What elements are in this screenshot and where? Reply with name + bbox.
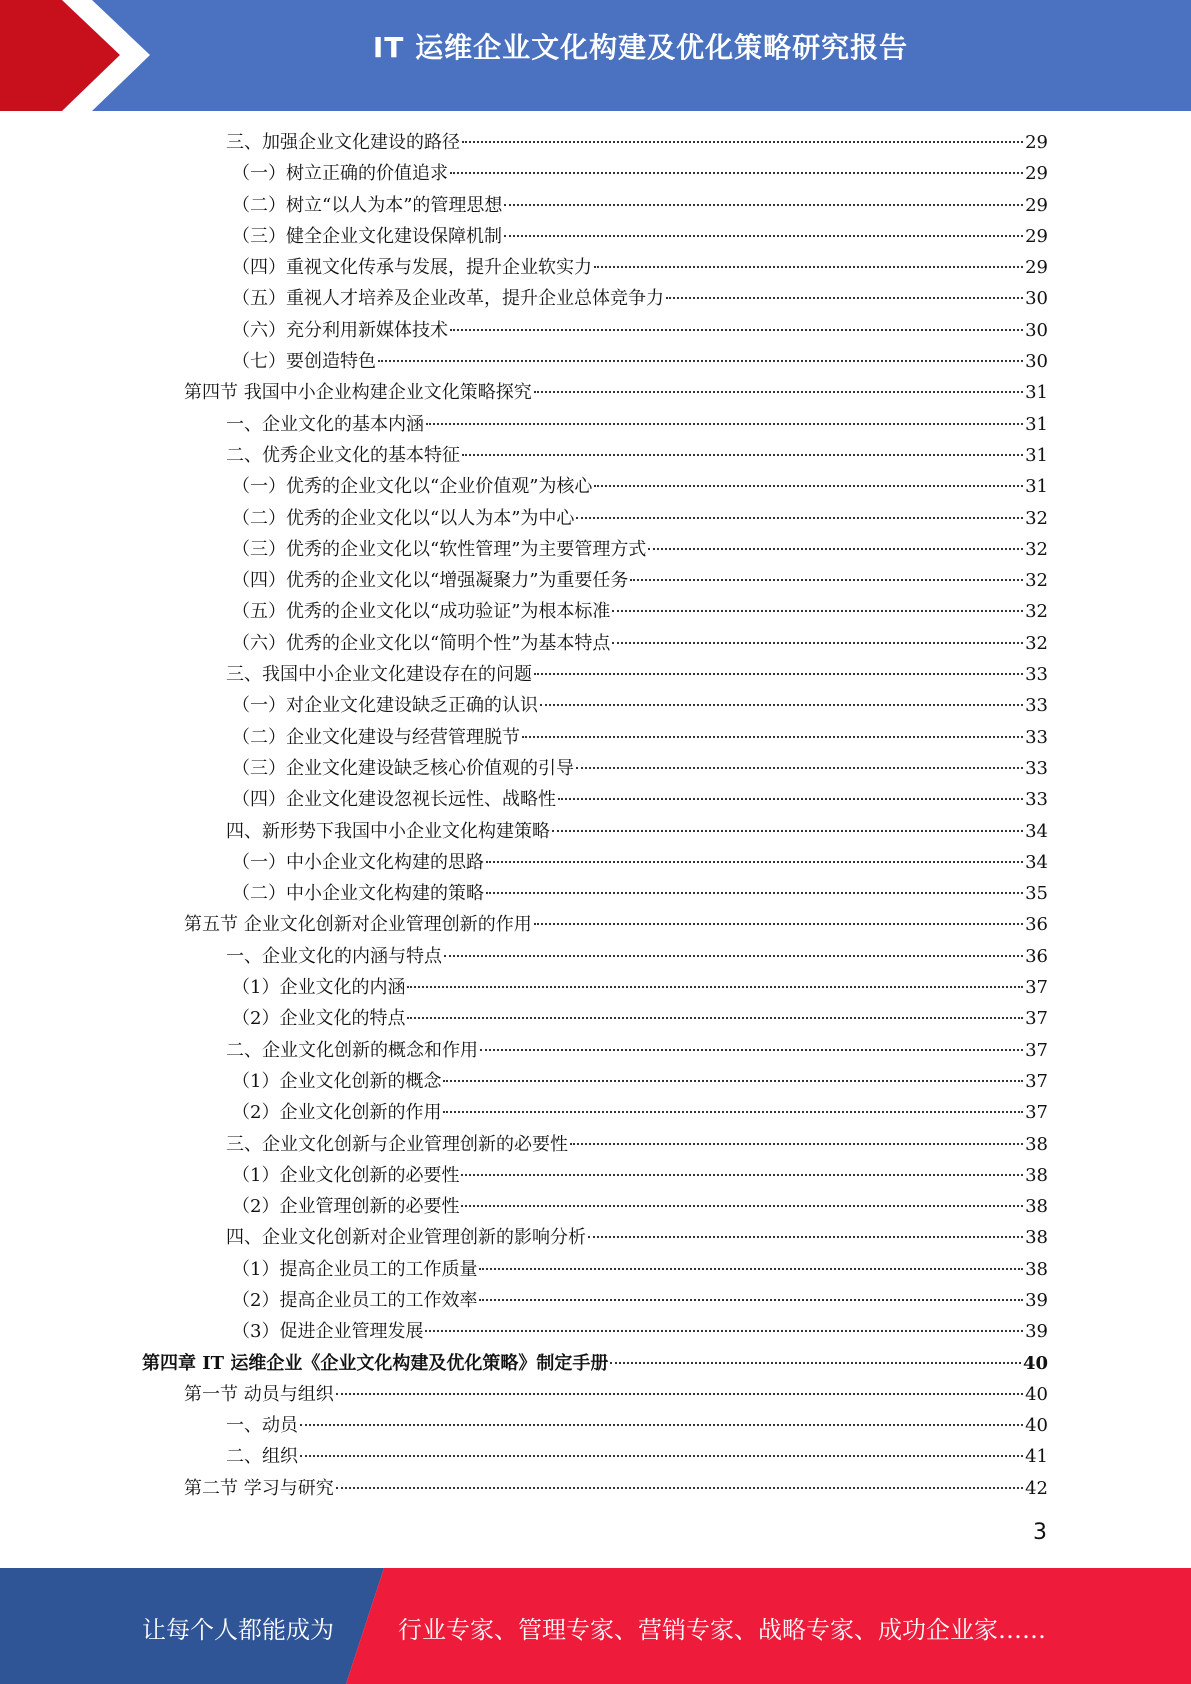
toc-entry-page: 30 bbox=[1025, 319, 1048, 341]
toc-dot-leader bbox=[540, 704, 1023, 706]
toc-dot-leader bbox=[588, 1236, 1023, 1238]
toc-entry-page: 34 bbox=[1025, 851, 1048, 873]
toc-entry[interactable] bbox=[142, 847, 1048, 878]
toc-dot-leader bbox=[576, 517, 1023, 519]
toc-entry-title: （二）中小企业文化构建的策略 bbox=[232, 883, 484, 905]
toc-entry[interactable] bbox=[142, 1129, 1048, 1160]
toc-entry-title: （一）对企业文化建设缺乏正确的认识 bbox=[232, 695, 538, 717]
toc-entry-title: 二、优秀企业文化的基本特征 bbox=[226, 444, 460, 466]
toc-entry-title: （1）提高企业员工的工作质量 bbox=[232, 1258, 478, 1280]
toc-dot-leader bbox=[552, 830, 1023, 832]
toc-dot-leader bbox=[443, 1111, 1023, 1113]
toc-entry-page: 38 bbox=[1025, 1258, 1048, 1280]
toc-entry[interactable] bbox=[142, 628, 1048, 659]
toc-entry-page: 32 bbox=[1025, 507, 1048, 529]
toc-entry[interactable] bbox=[142, 941, 1048, 972]
toc-entry[interactable] bbox=[142, 158, 1048, 189]
toc-entry-title: （四）企业文化建设忽视长远性、战略性 bbox=[232, 789, 556, 811]
toc-dot-leader bbox=[443, 1080, 1023, 1082]
toc-entry-title: （四）优秀的企业文化以“增强凝聚力”为重要任务 bbox=[232, 570, 629, 592]
toc-entry-page: 38 bbox=[1025, 1133, 1048, 1155]
toc-entry[interactable] bbox=[142, 784, 1048, 815]
toc-entry[interactable] bbox=[142, 1097, 1048, 1128]
toc-dot-leader bbox=[425, 1330, 1023, 1332]
toc-entry-title: （1）企业文化创新的必要性 bbox=[232, 1164, 460, 1186]
toc-entry-title: （1）企业文化的内涵 bbox=[232, 977, 406, 999]
toc-dot-leader bbox=[480, 1049, 1023, 1051]
toc-dot-leader bbox=[630, 579, 1023, 581]
toc-entry-page: 33 bbox=[1025, 789, 1048, 811]
toc-entry-title: 三、加强企业文化建设的路径 bbox=[226, 132, 460, 153]
toc-entry-title: （五）重视人才培养及企业改革，提升企业总体竞争力 bbox=[232, 288, 664, 310]
toc-entry[interactable] bbox=[142, 816, 1048, 847]
toc-entry[interactable] bbox=[142, 1316, 1048, 1347]
toc-dot-leader bbox=[300, 1424, 1023, 1426]
toc-dot-leader bbox=[336, 1487, 1023, 1489]
toc-entry[interactable] bbox=[142, 127, 1048, 158]
toc-dot-leader bbox=[534, 923, 1023, 925]
toc-entry-page: 33 bbox=[1025, 757, 1048, 779]
toc-entry-title: （三）健全企业文化建设保障机制 bbox=[232, 225, 502, 247]
toc-entry-title: （四）重视文化传承与发展，提升企业软实力 bbox=[232, 257, 592, 279]
toc-entry[interactable] bbox=[142, 1066, 1048, 1097]
toc-entry[interactable] bbox=[142, 1191, 1048, 1222]
toc-dot-leader bbox=[504, 235, 1023, 237]
toc-entry[interactable] bbox=[142, 1379, 1048, 1410]
toc-entry-page: 31 bbox=[1025, 444, 1048, 466]
table-of-contents bbox=[142, 127, 1048, 1504]
toc-entry-page: 29 bbox=[1025, 194, 1048, 216]
toc-entry[interactable] bbox=[142, 690, 1048, 721]
toc-entry-page: 38 bbox=[1025, 1196, 1048, 1218]
toc-entry-page: 39 bbox=[1025, 1289, 1048, 1311]
toc-entry[interactable] bbox=[142, 503, 1048, 534]
toc-entry-page: 30 bbox=[1025, 288, 1048, 310]
toc-dot-leader bbox=[461, 1174, 1023, 1176]
toc-dot-leader bbox=[444, 955, 1023, 957]
toc-dot-leader bbox=[648, 548, 1023, 550]
toc-entry-page: 38 bbox=[1025, 1164, 1048, 1186]
toc-entry[interactable] bbox=[142, 565, 1048, 596]
toc-entry-page: 29 bbox=[1025, 225, 1048, 247]
toc-entry-title: 第四节 我国中小企业构建企业文化策略探究 bbox=[184, 382, 532, 404]
toc-entry[interactable] bbox=[142, 377, 1048, 408]
toc-entry[interactable] bbox=[142, 753, 1048, 784]
toc-dot-leader bbox=[426, 423, 1023, 425]
toc-entry-title: 第一节 动员与组织 bbox=[184, 1383, 334, 1405]
page-number: 3 bbox=[1033, 1520, 1047, 1545]
toc-dot-leader bbox=[534, 391, 1023, 393]
toc-entry-title: 二、组织 bbox=[226, 1446, 298, 1468]
toc-entry-page: 32 bbox=[1025, 538, 1048, 560]
toc-dot-leader bbox=[610, 1362, 1021, 1364]
toc-dot-leader bbox=[666, 297, 1023, 299]
toc-entry-title: （2）企业管理创新的必要性 bbox=[232, 1196, 460, 1218]
toc-entry-page: 32 bbox=[1025, 570, 1048, 592]
toc-dot-leader bbox=[504, 204, 1023, 206]
toc-entry-title: 一、企业文化的内涵与特点 bbox=[226, 945, 442, 967]
page-header bbox=[0, 0, 1191, 111]
toc-entry-page: 34 bbox=[1025, 820, 1048, 842]
toc-dot-leader bbox=[378, 360, 1023, 362]
toc-entry[interactable] bbox=[142, 221, 1048, 252]
toc-entry[interactable] bbox=[142, 1348, 1048, 1379]
toc-dot-leader bbox=[594, 485, 1023, 487]
toc-entry-page: 31 bbox=[1025, 382, 1048, 404]
toc-entry-title: （三）优秀的企业文化以“软性管理”为主要管理方式 bbox=[232, 538, 647, 560]
toc-entry-page: 40 bbox=[1025, 1383, 1048, 1405]
toc-entry-page: 29 bbox=[1025, 163, 1048, 185]
toc-dot-leader bbox=[558, 798, 1023, 800]
toc-entry-page: 38 bbox=[1025, 1227, 1048, 1249]
toc-entry-page: 41 bbox=[1025, 1446, 1048, 1468]
footer-slogan-left: 让每个人都能成为 bbox=[142, 1616, 334, 1644]
toc-dot-leader bbox=[300, 1455, 1023, 1457]
toc-entry[interactable] bbox=[142, 1254, 1048, 1285]
toc-dot-leader bbox=[612, 642, 1023, 644]
toc-entry-page: 35 bbox=[1025, 883, 1048, 905]
toc-entry[interactable] bbox=[142, 1003, 1048, 1034]
toc-entry[interactable] bbox=[142, 315, 1048, 346]
toc-entry[interactable] bbox=[142, 722, 1048, 753]
toc-entry-page: 33 bbox=[1025, 695, 1048, 717]
toc-entry-title: （一）中小企业文化构建的思路 bbox=[232, 851, 484, 873]
toc-dot-leader bbox=[450, 172, 1023, 174]
toc-entry-page: 37 bbox=[1025, 1039, 1048, 1061]
toc-dot-leader bbox=[479, 1299, 1023, 1301]
toc-entry-page: 30 bbox=[1025, 351, 1048, 373]
toc-entry-page: 29 bbox=[1025, 257, 1048, 279]
toc-dot-leader bbox=[336, 1393, 1023, 1395]
toc-entry-title: 第二节 学习与研究 bbox=[184, 1477, 334, 1499]
toc-dot-leader bbox=[612, 610, 1023, 612]
toc-entry-page: 37 bbox=[1025, 1008, 1048, 1030]
toc-entry-title: （一）树立正确的价值追求 bbox=[232, 163, 448, 185]
toc-entry[interactable] bbox=[142, 534, 1048, 565]
toc-entry-page: 32 bbox=[1025, 632, 1048, 654]
toc-entry-page: 39 bbox=[1025, 1321, 1048, 1343]
toc-entry-title: 四、企业文化创新对企业管理创新的影响分析 bbox=[226, 1227, 586, 1249]
toc-dot-leader bbox=[594, 266, 1023, 268]
page-header-title: IT 运维企业文化构建及优化策略研究报告 bbox=[372, 31, 909, 64]
toc-entry[interactable] bbox=[142, 1473, 1048, 1504]
toc-entry[interactable] bbox=[142, 471, 1048, 502]
toc-entry-page: 37 bbox=[1025, 1070, 1048, 1092]
toc-entry-page: 33 bbox=[1025, 664, 1048, 686]
toc-entry[interactable] bbox=[142, 909, 1048, 940]
toc-entry[interactable] bbox=[142, 252, 1048, 283]
toc-entry[interactable] bbox=[142, 440, 1048, 471]
toc-entry-page: 31 bbox=[1025, 476, 1048, 498]
toc-entry[interactable] bbox=[142, 1285, 1048, 1316]
toc-entry-title: （3）促进企业管理发展 bbox=[232, 1321, 424, 1343]
toc-entry[interactable] bbox=[142, 190, 1048, 221]
toc-entry[interactable] bbox=[142, 1222, 1048, 1253]
toc-dot-leader bbox=[534, 673, 1023, 675]
toc-entry[interactable] bbox=[142, 409, 1048, 440]
toc-entry-page: 37 bbox=[1025, 977, 1048, 999]
toc-dot-leader bbox=[486, 861, 1023, 863]
toc-dot-leader bbox=[450, 329, 1023, 331]
toc-entry-title: （七）要创造特色 bbox=[232, 351, 376, 373]
toc-entry-title: （二）树立“以人为本”的管理思想 bbox=[232, 194, 503, 216]
toc-dot-leader bbox=[479, 1268, 1023, 1270]
toc-entry-title: （三）企业文化建设缺乏核心价值观的引导 bbox=[232, 757, 574, 779]
toc-entry-title: 四、新形势下我国中小企业文化构建策略 bbox=[226, 820, 550, 842]
toc-entry-page: 33 bbox=[1025, 726, 1048, 748]
toc-entry-title: 一、动员 bbox=[226, 1415, 298, 1437]
toc-entry-title: （2）提高企业员工的工作效率 bbox=[232, 1289, 478, 1311]
toc-entry-title: （一）优秀的企业文化以“企业价值观”为核心 bbox=[232, 476, 593, 498]
toc-entry[interactable] bbox=[142, 1160, 1048, 1191]
toc-entry-page: 36 bbox=[1025, 945, 1048, 967]
toc-entry[interactable] bbox=[142, 972, 1048, 1003]
toc-entry-title: （五）优秀的企业文化以“成功验证”为根本标准 bbox=[232, 601, 611, 623]
toc-dot-leader bbox=[461, 1205, 1023, 1207]
toc-entry-title: （二）企业文化建设与经营管理脱节 bbox=[232, 726, 520, 748]
toc-dot-leader bbox=[462, 454, 1023, 456]
toc-entry-page: 37 bbox=[1025, 1102, 1048, 1124]
toc-entry[interactable] bbox=[142, 596, 1048, 627]
toc-entry-page: 36 bbox=[1025, 914, 1048, 936]
toc-entry-page: 40 bbox=[1025, 1415, 1048, 1437]
toc-dot-leader bbox=[576, 767, 1023, 769]
toc-entry-page: 29 bbox=[1025, 132, 1048, 153]
toc-dot-leader bbox=[407, 986, 1023, 988]
toc-dot-leader bbox=[407, 1017, 1023, 1019]
toc-entry-title: 三、企业文化创新与企业管理创新的必要性 bbox=[226, 1133, 568, 1155]
toc-entry-title: 二、企业文化创新的概念和作用 bbox=[226, 1039, 478, 1061]
toc-entry[interactable] bbox=[142, 878, 1048, 909]
toc-entry-title: （1）企业文化创新的概念 bbox=[232, 1070, 442, 1092]
toc-entry-title: （六）充分利用新媒体技术 bbox=[232, 319, 448, 341]
toc-entry-title: 第五节 企业文化创新对企业管理创新的作用 bbox=[184, 914, 532, 936]
toc-entry[interactable] bbox=[142, 1441, 1048, 1472]
toc-entry-title: 一、企业文化的基本内涵 bbox=[226, 413, 424, 435]
toc-entry-page: 42 bbox=[1025, 1477, 1048, 1499]
toc-entry[interactable] bbox=[142, 283, 1048, 314]
toc-dot-leader bbox=[486, 892, 1023, 894]
toc-entry-page: 40 bbox=[1022, 1352, 1048, 1374]
footer-slogan-right: 行业专家、管理专家、营销专家、战略专家、成功企业家…… bbox=[398, 1616, 1046, 1644]
toc-dot-leader bbox=[522, 736, 1023, 738]
toc-entry-title: （六）优秀的企业文化以“简明个性”为基本特点 bbox=[232, 632, 611, 654]
toc-entry[interactable] bbox=[142, 346, 1048, 377]
toc-entry-title: 三、我国中小企业文化建设存在的问题 bbox=[226, 664, 532, 686]
toc-entry[interactable] bbox=[142, 1035, 1048, 1066]
toc-entry-title: 第四章 IT 运维企业《企业文化构建及优化策略》制定手册 bbox=[142, 1352, 609, 1374]
toc-dot-leader bbox=[570, 1143, 1023, 1145]
toc-entry[interactable] bbox=[142, 1410, 1048, 1441]
toc-dot-leader bbox=[462, 141, 1023, 143]
toc-entry-page: 32 bbox=[1025, 601, 1048, 623]
toc-entry-title: （2）企业文化的特点 bbox=[232, 1008, 406, 1030]
page-footer bbox=[0, 1568, 1191, 1684]
toc-entry-title: （二）优秀的企业文化以“以人为本”为中心 bbox=[232, 507, 575, 529]
toc-entry-title: （2）企业文化创新的作用 bbox=[232, 1102, 442, 1124]
toc-entry-page: 31 bbox=[1025, 413, 1048, 435]
toc-entry[interactable] bbox=[142, 659, 1048, 690]
